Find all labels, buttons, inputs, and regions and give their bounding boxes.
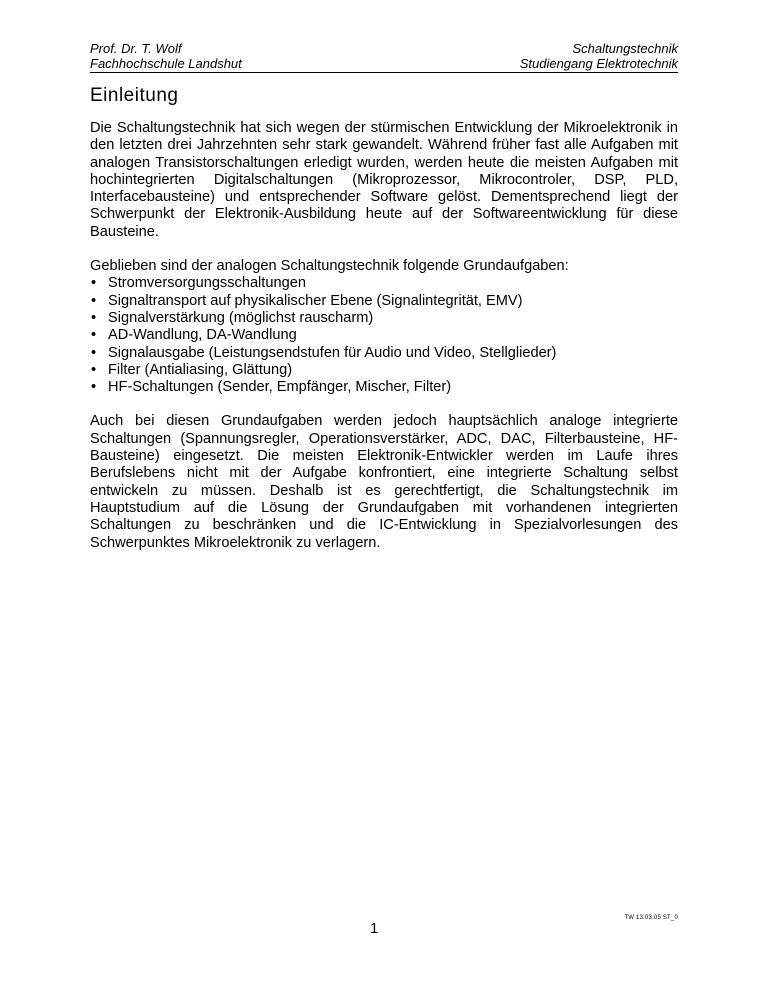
list-item-text: Filter (Antialiasing, Glättung) (108, 361, 293, 378)
bullet-icon: • (91, 275, 97, 292)
list-item (90, 362, 678, 379)
intro-paragraph: Die Schaltungstechnik hat sich wegen der stürmischen Entwicklung der Mikroelektronik in den letzten drei Jahrzehnten sehr stark gewandelt. Während früher fast alle Aufgaben mit analogen Transistorschaltungen erledigt wurden, werden heute die meisten Aufgaben mit hochintegrierten Digitalschaltungen (Mikroprozessor, Mikrocontroler, DSP, PLD, Interfacebausteine) und entsprechender Software gelöst. Dementsprechend liegt der Schwerpunkt der Elektronik-Ausbildung heute auf der Softwareentwicklung für diese Bausteine. (90, 120, 678, 240)
bullet-icon: • (91, 309, 97, 326)
bullet-icon: • (91, 292, 97, 309)
list-item-text: AD-Wandlung, DA-Wandlung (108, 327, 297, 344)
list-item-text: HF-Schaltungen (Sender, Empfänger, Mischer, Filter) (108, 379, 452, 396)
page-title: Einleitung (90, 85, 179, 106)
list-item (90, 327, 678, 344)
tasks-list (90, 275, 678, 396)
bullet-icon: • (91, 327, 97, 344)
bullet-icon: • (91, 361, 97, 378)
header-institution: Fachhochschule Landshut (90, 56, 242, 71)
footer-code: TW 13.03.05 ST_0 (624, 915, 678, 921)
list-item (90, 293, 678, 310)
list-item (90, 345, 678, 362)
body-content (90, 120, 678, 569)
conclusion-paragraph: Auch bei diesen Grundaufgaben werden jedoch hauptsächlich analoge integrierte Schaltungen (Spannungsregler, Operationsverstärker, ADC, DAC, Filterbausteine, HF-Bausteine) eingesetzt. Die meisten Elektronik-Entwickler werden im Laufe ihres Berufslebens nicht mit der Aufgabe konfrontiert, eine integrierte Schaltung selbst entwickeln zu müssen. Deshalb ist es gerechtfertigt, die Schaltungstechnik im Hauptstudium auf die Lösung der Grundaufgaben mit vorhandenen integrierten Schaltungen zu beschränken und die IC-Entwicklung in Spezialvorlesungen des Schwerpunktes Mikroelektronik zu verlagern. (90, 413, 678, 551)
header-program: Studiengang Elektrotechnik (519, 56, 678, 71)
bullet-icon: • (91, 344, 97, 361)
header-left (90, 41, 242, 71)
list-item-text: Signaltransport auf physikalischer Ebene (Signalintegrität, EMV) (108, 292, 523, 309)
list-item (90, 379, 678, 396)
list-intro-paragraph: Geblieben sind der analogen Schaltungstechnik folgende Grundaufgaben: (90, 258, 569, 275)
page-number: 1 (370, 920, 379, 937)
list-item-text: Stromversorgungsschaltungen (108, 275, 306, 292)
list-item-text: Signalausgabe (Leistungsendstufen für Audio und Video, Stellglieder) (108, 344, 557, 361)
list-item (90, 310, 678, 327)
bullet-icon: • (91, 379, 97, 396)
header-course: Schaltungstechnik (572, 41, 678, 56)
list-item-text: Signalverstärkung (möglichst rauscharm) (108, 309, 374, 326)
page-header (90, 40, 678, 73)
list-item (90, 275, 678, 292)
header-right (520, 41, 678, 71)
header-author: Prof. Dr. T. Wolf (90, 41, 182, 56)
